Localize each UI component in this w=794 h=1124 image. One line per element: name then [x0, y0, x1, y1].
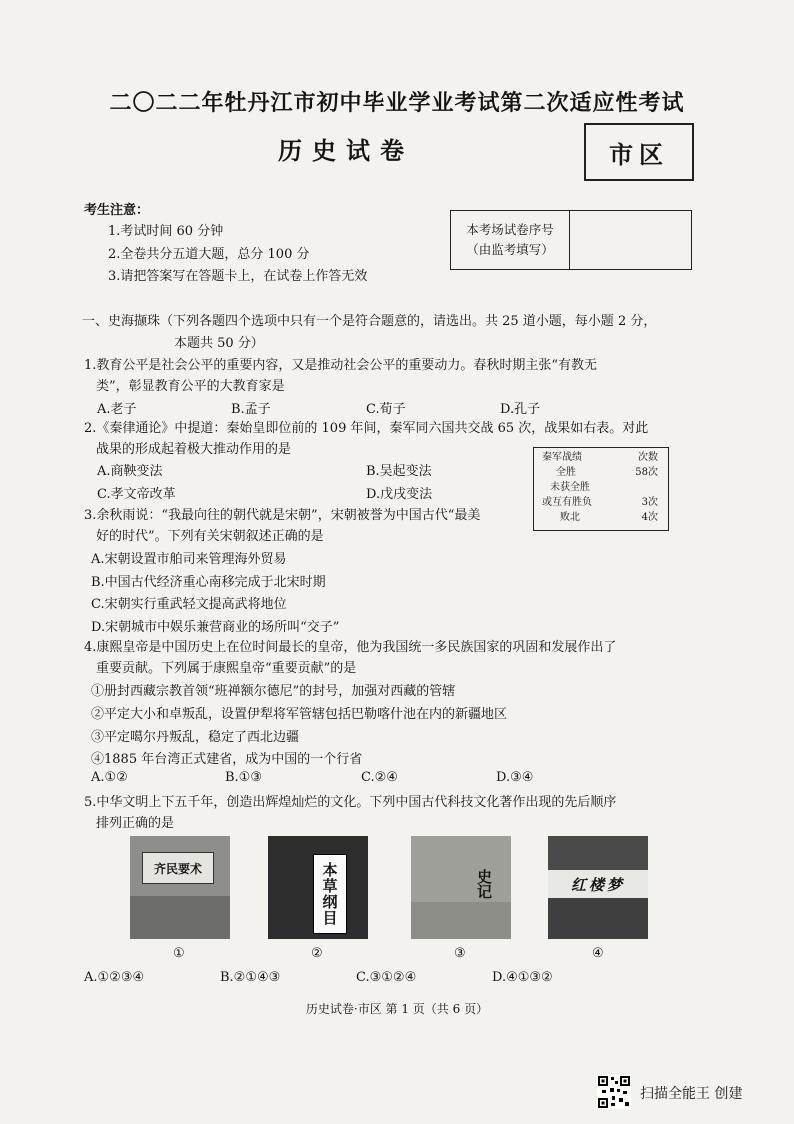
- table-cell: 4次: [641, 512, 658, 523]
- table-cell: 全胜: [556, 467, 576, 478]
- option-a: A.商鞅变法: [97, 464, 163, 479]
- option-c: C.孝文帝改革: [97, 487, 176, 502]
- cover-graphic: [130, 896, 230, 939]
- option-b: B.①③: [225, 770, 262, 785]
- option-c: C.②④: [361, 770, 398, 785]
- cover-graphic: [411, 902, 511, 939]
- section-heading: [82, 311, 702, 355]
- book-cover-bencaogangmu: [268, 836, 368, 939]
- option-d: D.宋朝城市中娱乐兼营商业的场所叫“交子”: [91, 620, 340, 635]
- cover-graphic: [548, 836, 648, 870]
- book-cover-text: 本草纲目: [313, 854, 347, 934]
- question-text: 2.《秦律通论》中提道：秦始皇即位前的 109 年间，秦军同六国共交战 65 次，战果如右表。对此: [84, 421, 649, 436]
- notice-item: 3.请把答案写在答题卡上，在试卷上作答无效: [108, 269, 368, 284]
- statement-item: ①册封西藏宗教首领“班禅额尔德尼”的封号，加强对西藏的管辖: [91, 684, 456, 699]
- notice-item: 2.全卷共分五道大题，总分 100 分: [108, 247, 310, 262]
- qr-code-icon: [597, 1075, 631, 1109]
- question-text: 3.余秋雨说：“我最向往的朝代就是宋朝”，宋朝被誉为中国古代“最美: [84, 508, 481, 523]
- option-a: A.①②③④: [84, 970, 145, 985]
- statement-item: ②平定大小和卓叛乱，设置伊犁将军管辖包括巴勒喀什池在内的新疆地区: [91, 707, 508, 722]
- seat-number-label: [451, 211, 570, 269]
- cover-graphic: [548, 898, 648, 939]
- option-a: A.①②: [91, 770, 128, 785]
- notice-heading: 考生注意：: [84, 203, 150, 218]
- book-number: ②: [311, 946, 323, 961]
- notice-item: 1.考试时间 60 分钟: [108, 224, 224, 239]
- question-text: 4.康熙皇帝是中国历史上在位时间最长的皇帝，他为我国统一多民族国家的巩固和发展作出了: [84, 640, 617, 655]
- book-number: ①: [173, 946, 185, 961]
- exam-title: 二〇二二年牡丹江市初中毕业学业考试第二次适应性考试: [109, 90, 685, 116]
- question-text: 类”，彰显教育公平的大教育家是: [96, 379, 285, 394]
- option-c: C.宋朝实行重武轻文提高武将地位: [91, 597, 287, 612]
- region-label: 市区: [584, 123, 694, 181]
- table-cell: 3次: [641, 497, 658, 508]
- book-cover-text: 红楼梦: [570, 875, 625, 894]
- exam-subtitle: 历史试卷: [278, 136, 414, 165]
- question-text: 战果的形成起着极大推动作用的是: [96, 442, 292, 457]
- book-cover-text: 史记: [475, 869, 493, 899]
- option-c: C.③①②④: [356, 970, 417, 985]
- table-row: [534, 465, 668, 480]
- section-heading-line: 一、史海撷珠（下列各题四个选项中只有一个是符合题意的，请选出。共 25 道小题，每小题 2 分，: [82, 314, 657, 329]
- seat-label-line1: 本考场试卷序号: [466, 222, 554, 237]
- question-text: 5.中华文明上下五千年，创造出辉煌灿烂的文化。下列中国古代科技文化著作出现的先后顺序: [84, 795, 617, 810]
- option-a: A.宋朝设置市舶司来管理海外贸易: [91, 552, 287, 567]
- seat-number-box: [450, 210, 692, 270]
- book-cover-shiji: [411, 836, 511, 939]
- question-text: 1.教育公平是社会公平的重要内容，又是推动社会公平的重要动力。春秋时期主张“有教无: [84, 358, 598, 373]
- option-b: B.吴起变法: [366, 464, 432, 479]
- table-row: [534, 480, 668, 495]
- page-footer: 历史试卷·市区 第 1 页（共 6 页）: [305, 1002, 489, 1016]
- book-cover-hongloumeng: [548, 836, 648, 939]
- table-cell: 或互有胜负: [542, 497, 592, 508]
- option-d: D.孔子: [500, 402, 541, 417]
- question-4: [84, 637, 696, 679]
- statement-item: ③平定噶尔丹叛乱，稳定了西北边疆: [91, 730, 300, 745]
- table-header-cell: 秦军战绩: [542, 452, 582, 463]
- question-5: [84, 792, 696, 834]
- scanner-watermark: 扫描全能王 创建: [640, 1086, 743, 1102]
- option-c: C.荀子: [366, 402, 406, 417]
- question-text: 好的时代”。下列有关宋朝叙述正确的是: [96, 529, 324, 544]
- book-cover-text: 齐民要术: [142, 852, 214, 884]
- option-b: B.中国古代经济重心南移完成于北宋时期: [91, 575, 326, 590]
- question-3: [84, 505, 696, 547]
- table-cell: 58次: [635, 467, 658, 478]
- option-a: A.老子: [97, 402, 137, 417]
- table-cell: 败北: [560, 512, 580, 523]
- option-d: D.④①③②: [492, 970, 553, 985]
- option-b: B.孟子: [231, 402, 271, 417]
- table-cell: 未获全胜: [550, 482, 590, 493]
- option-b: B.②①④③: [220, 970, 281, 985]
- option-d: D.③④: [496, 770, 534, 785]
- table-header-row: [534, 450, 668, 465]
- option-d: D.戊戌变法: [366, 487, 433, 502]
- section-heading-line: 本题共 50 分）: [174, 336, 264, 351]
- table-header-cell: 次数: [638, 452, 658, 463]
- book-number: ③: [454, 946, 466, 961]
- book-cover-qiminyaoshu: [130, 836, 230, 939]
- seat-number-field[interactable]: [570, 211, 691, 269]
- question-text: 排列正确的是: [96, 816, 175, 831]
- question-1: [84, 355, 696, 397]
- book-number: ④: [592, 946, 604, 961]
- seat-label-line2: （由监考填写）: [466, 242, 554, 257]
- statement-item: ④1885 年台湾正式建省，成为中国的一个行省: [91, 752, 363, 767]
- question-text: 重要贡献。下列属于康熙皇帝“重要贡献”的是: [96, 661, 357, 676]
